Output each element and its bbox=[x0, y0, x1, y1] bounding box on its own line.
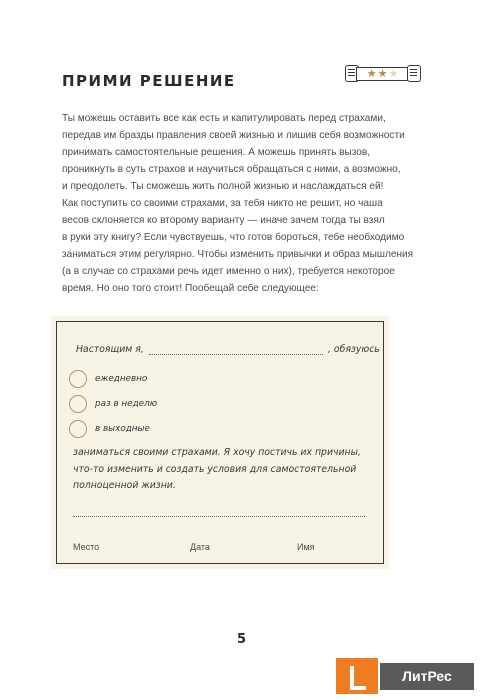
option-label: раз в неделю bbox=[95, 399, 158, 409]
commitment-line: заниматься своими страхами. Я хочу постичь их причины, bbox=[73, 447, 361, 458]
section-heading: ПРИМИ РЕШЕНИЕ bbox=[62, 72, 236, 90]
body-line: заниматься этим регулярно. Чтобы изменить привычки и образ мышления bbox=[62, 249, 414, 260]
logo-wordmark: ЛитРес bbox=[380, 663, 474, 690]
place-label: Место bbox=[73, 542, 100, 552]
option-label: ежедневно bbox=[95, 374, 148, 384]
option-label: в выходные bbox=[95, 424, 150, 434]
pledge-line bbox=[76, 344, 381, 358]
body-line: весов склоняется ко второму варианту — иначе зачем тогда ты взял bbox=[62, 215, 385, 226]
litres-logo-icon bbox=[336, 658, 378, 694]
body-line: в руки эту книгу? Если чувствуешь, что готов бороться, тебе необходимо bbox=[62, 232, 405, 243]
hand-right-icon bbox=[407, 65, 421, 82]
option-circle-icon[interactable] bbox=[69, 395, 87, 413]
body-line: проникнуть в суть страхов и научиться обращаться с ними, а возможно, bbox=[62, 164, 401, 175]
commitment-line: полноценной жизни. bbox=[73, 480, 176, 491]
pledge-lead: Настоящим я, bbox=[76, 344, 144, 355]
option-circle-icon[interactable] bbox=[69, 370, 87, 388]
commitment-text bbox=[73, 445, 378, 495]
body-line: передав им бразды правления своей жизнью и лишив себя возможности bbox=[62, 130, 405, 141]
star-filled-icon: ★ bbox=[377, 67, 389, 80]
option-circle-icon[interactable] bbox=[69, 420, 87, 438]
star-filled-icon: ★ bbox=[366, 67, 378, 80]
body-line: время. Но оно того стоит! Пообещай себе следующее: bbox=[62, 283, 319, 294]
body-paragraph bbox=[62, 110, 422, 297]
body-line: принимать самостоятельные решения. А можешь принять вызов, bbox=[62, 147, 371, 158]
date-label: Дата bbox=[190, 542, 210, 552]
name-fill-line[interactable] bbox=[149, 354, 323, 355]
signature-line[interactable] bbox=[73, 516, 365, 517]
pledge-card-frame bbox=[56, 321, 384, 564]
difficulty-rating bbox=[345, 63, 421, 85]
litres-logo bbox=[336, 658, 474, 694]
commitment-line: что-то изменить и создать условия для самостоятельной bbox=[73, 463, 357, 475]
body-line: Ты можешь оставить все как есть и капитулировать перед страхами, bbox=[62, 113, 386, 124]
pledge-card bbox=[51, 316, 389, 569]
star-empty-icon: ★ bbox=[388, 67, 400, 80]
rating-board bbox=[356, 67, 410, 81]
body-line: (а в случае со страхами речь идет именно о них), требуется некоторое bbox=[62, 266, 395, 277]
page-number: 5 bbox=[236, 632, 247, 647]
pledge-tail: , обязуюсь bbox=[328, 344, 380, 355]
name-label: Имя bbox=[297, 542, 315, 552]
body-line: и преодолеть. Ты сможешь жить полной жизнью и наслаждаться ей! bbox=[62, 181, 384, 192]
body-line: Как поступить со своими страхами, за тебя никто не решит, но чаша bbox=[62, 198, 383, 209]
